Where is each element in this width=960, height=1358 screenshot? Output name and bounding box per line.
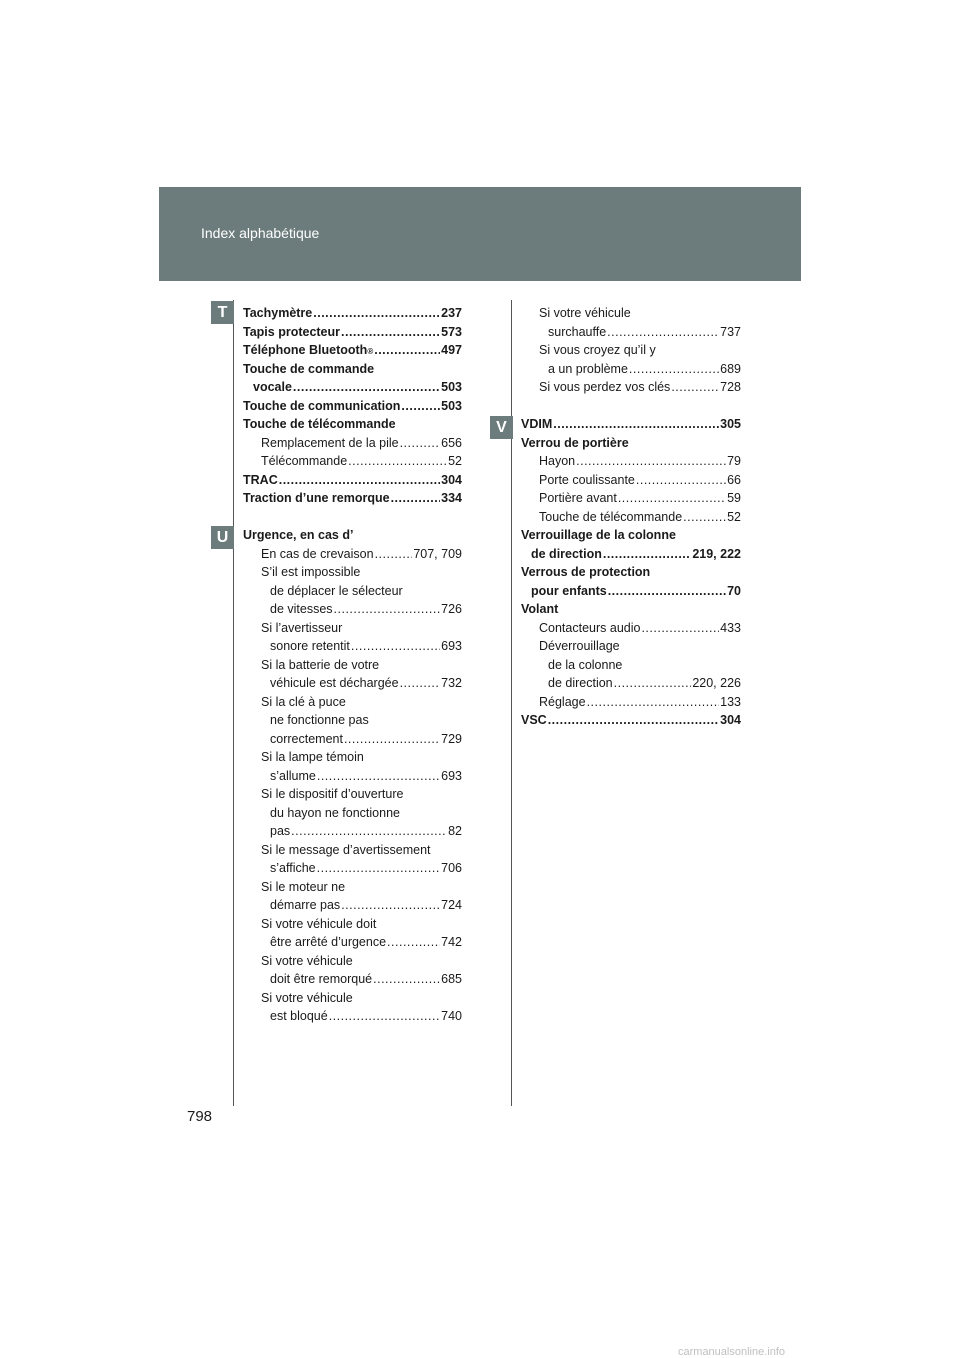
index-entry [521,600,741,619]
index-entry-term: En cas de crevaison [261,546,374,561]
index-entry-term: Touche de commande [243,361,375,376]
dot-leader [614,674,692,693]
dot-leader [279,471,440,490]
index-entry-page: 66 [727,472,741,487]
dot-leader [607,323,719,342]
index-entry-term: Si la clé à puce [261,694,346,709]
index-entry-term: Si vous perdez vos clés [539,380,671,394]
header-title: Index alphabétique [201,225,320,241]
index-entry [243,341,462,360]
index-entry [243,360,462,379]
index-entry-page: 334 [441,491,462,505]
dot-leader [317,767,440,786]
index-entry-page: 305 [720,417,741,431]
index-entry-page: 503 [441,398,462,413]
index-entry-term: Verrous de protection [521,565,651,579]
index-entry [243,452,462,471]
page-number: 798 [187,1108,213,1125]
index-entry-term: véhicule est déchargée [270,676,399,690]
index-entry-term: VDIM [521,417,553,431]
index-entry-term: Contacteurs audio [539,620,641,635]
watermark: carmanualsonline.info [678,1346,786,1358]
index-entry-page: 726 [441,602,462,616]
index-entry-page: 237 [441,306,462,320]
index-entry [243,323,462,342]
index-entry-term: Volant [521,602,559,616]
index-entry [243,637,462,656]
index-entry [521,526,741,545]
dot-leader [341,323,440,342]
dot-leader [293,378,440,397]
index-entry [521,323,741,342]
index-entry-term: Si le moteur ne [261,879,346,894]
index-entry [243,915,462,934]
index-entry-term: de direction [531,546,602,561]
index-column-right [521,304,741,730]
left-margin-rule [233,300,234,1106]
index-entry [243,952,462,971]
registered-mark: ® [367,347,374,356]
index-entry [243,804,462,823]
index-entry-term: pour enfants [531,583,607,598]
index-entry-term: surchauffe [548,324,607,339]
letter-tab-u: U [211,526,234,549]
index-entry-page: 52 [448,454,462,468]
index-entry-term: du hayon ne fonctionne [270,805,400,820]
index-entry-page: 707, 709 [413,546,462,561]
index-entry [243,674,462,693]
index-entry [243,619,462,638]
index-entry-page: 220, 226 [692,676,741,690]
index-entry-term: Téléphone Bluetooth [243,343,368,357]
index-entry-page: 732 [441,676,462,690]
index-entry-page: 728 [720,380,741,394]
index-entry-term: Si vous croyez qu’il y [539,343,656,357]
index-entry [243,693,462,712]
dot-leader [351,637,440,656]
dot-leader [291,822,447,841]
index-entry [243,841,462,860]
index-entry-page: 70 [727,583,741,598]
index-entry-term: Urgence, en cas d’ [243,528,354,542]
index-entry-term: Si l’avertisseur [261,620,343,635]
index-entry [243,785,462,804]
dot-leader [334,600,441,619]
index-entry-term: Si la batterie de votre [261,657,380,672]
dot-leader [401,397,440,416]
index-entry-term: Porte coulissante [539,472,635,487]
index-entry-term: Si la lampe témoin [261,750,364,764]
index-entry-term: VSC [521,713,547,727]
dot-leader [329,1007,440,1026]
index-entry [243,989,462,1008]
index-entry-page: 497 [441,343,462,357]
page-header [159,187,801,281]
index-entry-term: Touche de communication [243,398,401,413]
index-entry [521,434,741,453]
dot-leader [400,674,441,693]
dot-leader [671,378,719,397]
index-entry-term: Traction d’une remorque [243,491,390,505]
index-entry [521,378,741,397]
index-entry [243,1007,462,1026]
index-entry-term: est bloqué [270,1009,328,1023]
index-entry [243,933,462,952]
index-entry-page: 133 [720,694,741,709]
letter-tab-t: T [211,301,234,324]
index-entry-term: Si le message d’avertissement [261,842,431,857]
dot-leader [636,471,726,490]
index-column-left [243,304,462,1026]
index-entry-page: 304 [441,472,462,487]
index-entry-page: 693 [441,639,462,653]
index-entry-term: Tachymètre [243,306,313,320]
index-entry [521,711,741,730]
index-entry [243,878,462,897]
index-entry [243,711,462,730]
dot-leader [683,508,726,527]
index-entry [243,822,462,841]
index-entry-page: 729 [441,731,462,746]
index-entry-term: Verrouillage de la colonne [521,528,676,542]
index-entry-page: 656 [441,435,462,450]
index-entry [243,748,462,767]
index-entry [521,304,741,323]
index-entry [243,767,462,786]
index-entry [243,600,462,619]
index-entry [521,619,741,638]
index-entry-term: Verrou de portière [521,435,629,450]
index-entry-term: s’allume [270,768,316,783]
index-entry-term: Touche de télécommande [539,509,683,524]
index-entry [243,526,462,545]
index-entry-term: Télécommande [261,454,348,468]
index-entry-term: Déverrouillage [539,639,620,653]
dot-leader [374,341,440,360]
index-entry [521,489,741,508]
index-entry-term: Si votre véhicule [539,306,631,320]
index-entry [243,378,462,397]
index-entry-page: 742 [441,935,462,949]
dot-leader [373,970,440,989]
index-entry-term: correctement [270,731,343,746]
index-entry-page: 737 [720,324,741,339]
index-entry-term: de vitesses [270,602,333,616]
dot-leader [587,693,720,712]
dot-leader [400,434,441,453]
index-entry [521,508,741,527]
index-entry-page: 693 [441,768,462,783]
index-entry [243,304,462,323]
dot-leader [344,730,440,749]
index-entry-term: sonore retentit [270,639,350,653]
dot-leader [629,360,719,379]
dot-leader [348,452,447,471]
index-entry [521,415,741,434]
index-entry [243,415,462,434]
index-entry-term: démarre pas [270,898,341,912]
index-entry [243,397,462,416]
index-entry [521,674,741,693]
index-entry [243,970,462,989]
index-entry-term: Réglage [539,694,586,709]
index-entry-term: de déplacer le sélecteur [270,583,403,598]
dot-leader [641,619,719,638]
index-entry-term: ne fonctionne pas [270,713,369,727]
index-entry-page: 59 [727,491,741,505]
dot-leader [608,582,726,601]
dot-leader [387,933,440,952]
index-entry [243,896,462,915]
index-entry [521,693,741,712]
index-entry [243,434,462,453]
index-entry-page: 689 [720,361,741,376]
letter-tab-v: V [490,416,513,439]
index-entry-term: S’il est impossible [261,565,361,579]
index-entry-page: 304 [720,713,741,727]
index-entry-page: 219, 222 [692,546,741,561]
index-entry-term: TRAC [243,472,278,487]
index-entry-page: 740 [441,1009,462,1023]
dot-leader [313,304,440,323]
index-entry-term: Si le dispositif d’ouverture [261,787,404,801]
dot-leader [391,489,441,508]
dot-leader [375,545,413,564]
index-entry-page: 52 [727,509,741,524]
index-entry [521,656,741,675]
index-entry [243,730,462,749]
index-entry [243,545,462,564]
index-entry-term: Hayon [539,454,576,468]
dot-leader [317,859,441,878]
dot-leader [548,711,719,730]
index-entry [243,489,462,508]
index-entry-term: s’affiche [270,861,316,875]
dot-leader [341,896,440,915]
index-entry [243,563,462,582]
index-entry-term: Remplacement de la pile [261,435,399,450]
index-entry-term: de direction [548,676,613,690]
index-entry-page: 724 [441,898,462,912]
index-entry [243,656,462,675]
index-entry-term: Si votre véhicule doit [261,916,377,931]
index-entry-term: vocale [253,380,292,394]
dot-leader [603,545,691,564]
index-entry-term: être arrêté d’urgence [270,935,387,949]
index-entry-term: Si votre véhicule [261,990,353,1005]
index-entry [521,582,741,601]
index-entry-term: Tapis protecteur [243,324,341,339]
index-entry [521,637,741,656]
dot-leader [553,415,719,434]
index-entry-term: doit être remorqué [270,972,373,986]
index-entry [243,582,462,601]
index-entry-page: 503 [441,380,462,394]
index-entry-page: 706 [441,861,462,875]
index-entry-term: Si votre véhicule [261,953,353,968]
index-entry-term: Portière avant [539,491,617,505]
index-entry-term: de la colonne [548,657,623,672]
index-entry-term: Touche de télécommande [243,417,396,431]
index-entry-page: 685 [441,972,462,986]
index-entry-page: 573 [441,324,462,339]
index-entry-page: 79 [727,454,741,468]
index-entry-term: a un problème [548,361,628,376]
index-entry [521,360,741,379]
index-entry [521,545,741,564]
index-entry [243,859,462,878]
index-entry [521,452,741,471]
index-entry-page: 433 [720,620,741,635]
index-entry [521,341,741,360]
index-entry-term: pas [270,824,291,838]
index-entry [521,471,741,490]
index-entry [243,471,462,490]
index-entry-page: 82 [448,824,462,838]
index-entry [521,563,741,582]
dot-leader [576,452,726,471]
dot-leader [618,489,726,508]
